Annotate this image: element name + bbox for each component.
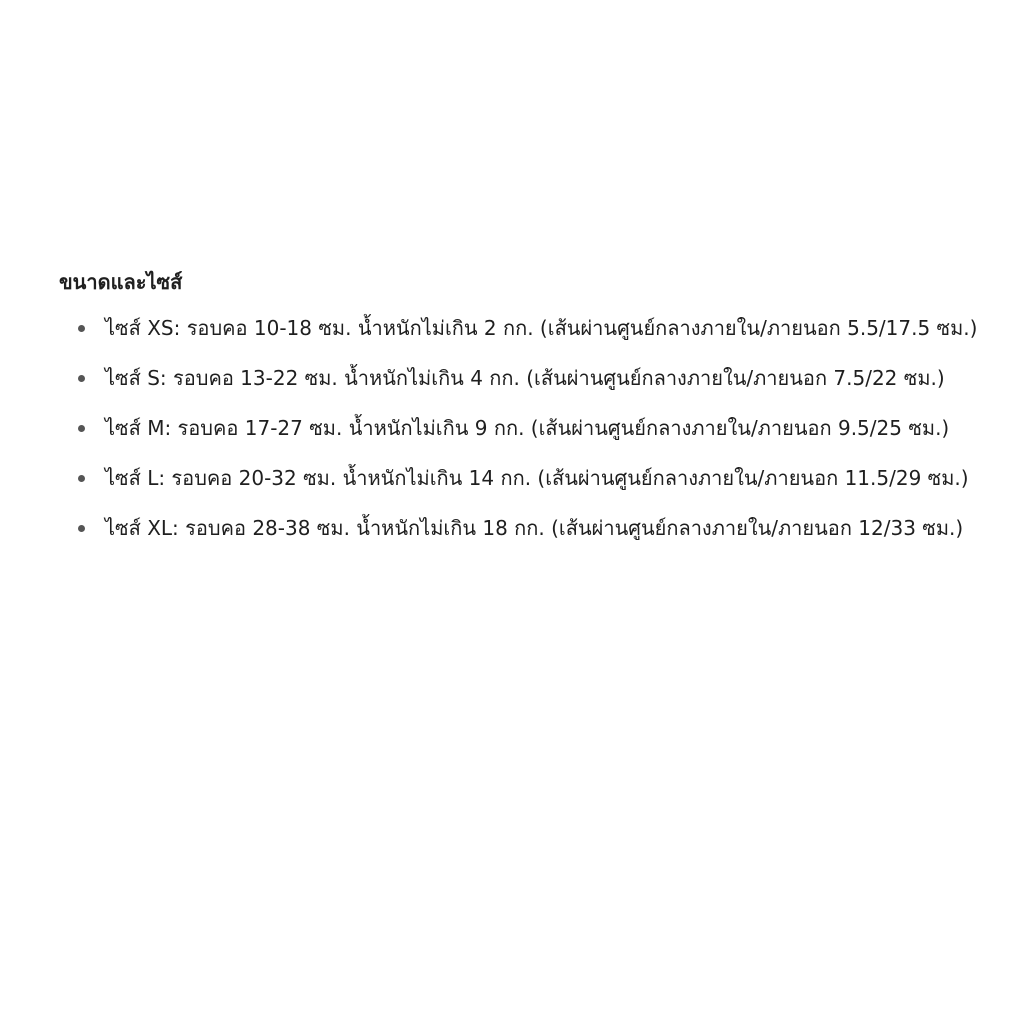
list-item-text: ไซส์ XS: รอบคอ 10-18 ซม. น้ำหนักไม่เกิน 2 กก. (เส้นผ่านศูนย์กลางภายใน/ภายนอก 5.5/17.5 ซม.) [105,316,978,340]
list-item-s [59,358,989,398]
list-item-text: ไซส์ S: รอบคอ 13-22 ซม. น้ำหนักไม่เกิน 4 กก. (เส้นผ่านศูนย์กลางภายใน/ภายนอก 7.5/22 ซม.) [105,366,945,390]
section-title: ขนาดและไซส์ [59,270,183,294]
bullet-icon [78,475,85,482]
list-item-xl [59,508,989,548]
list-item-text: ไซส์ M: รอบคอ 17-27 ซม. น้ำหนักไม่เกิน 9 กก. (เส้นผ่านศูนย์กลางภายใน/ภายนอก 9.5/25 ซม.) [105,416,950,440]
bullet-icon [78,525,85,532]
size-list [59,308,989,548]
list-item-text: ไซส์ XL: รอบคอ 28-38 ซม. น้ำหนักไม่เกิน 18 กก. (เส้นผ่านศูนย์กลางภายใน/ภายนอก 12/33 ซม.) [105,516,964,540]
list-item-xs [59,308,989,348]
bullet-icon [78,325,85,332]
list-item-l [59,458,989,498]
size-section [59,262,989,558]
list-item-text: ไซส์ L: รอบคอ 20-32 ซม. น้ำหนักไม่เกิน 14 กก. (เส้นผ่านศูนย์กลางภายใน/ภายนอก 11.5/29 ซม.) [105,466,969,490]
bullet-icon [78,375,85,382]
list-item-m [59,408,989,448]
bullet-icon [78,425,85,432]
